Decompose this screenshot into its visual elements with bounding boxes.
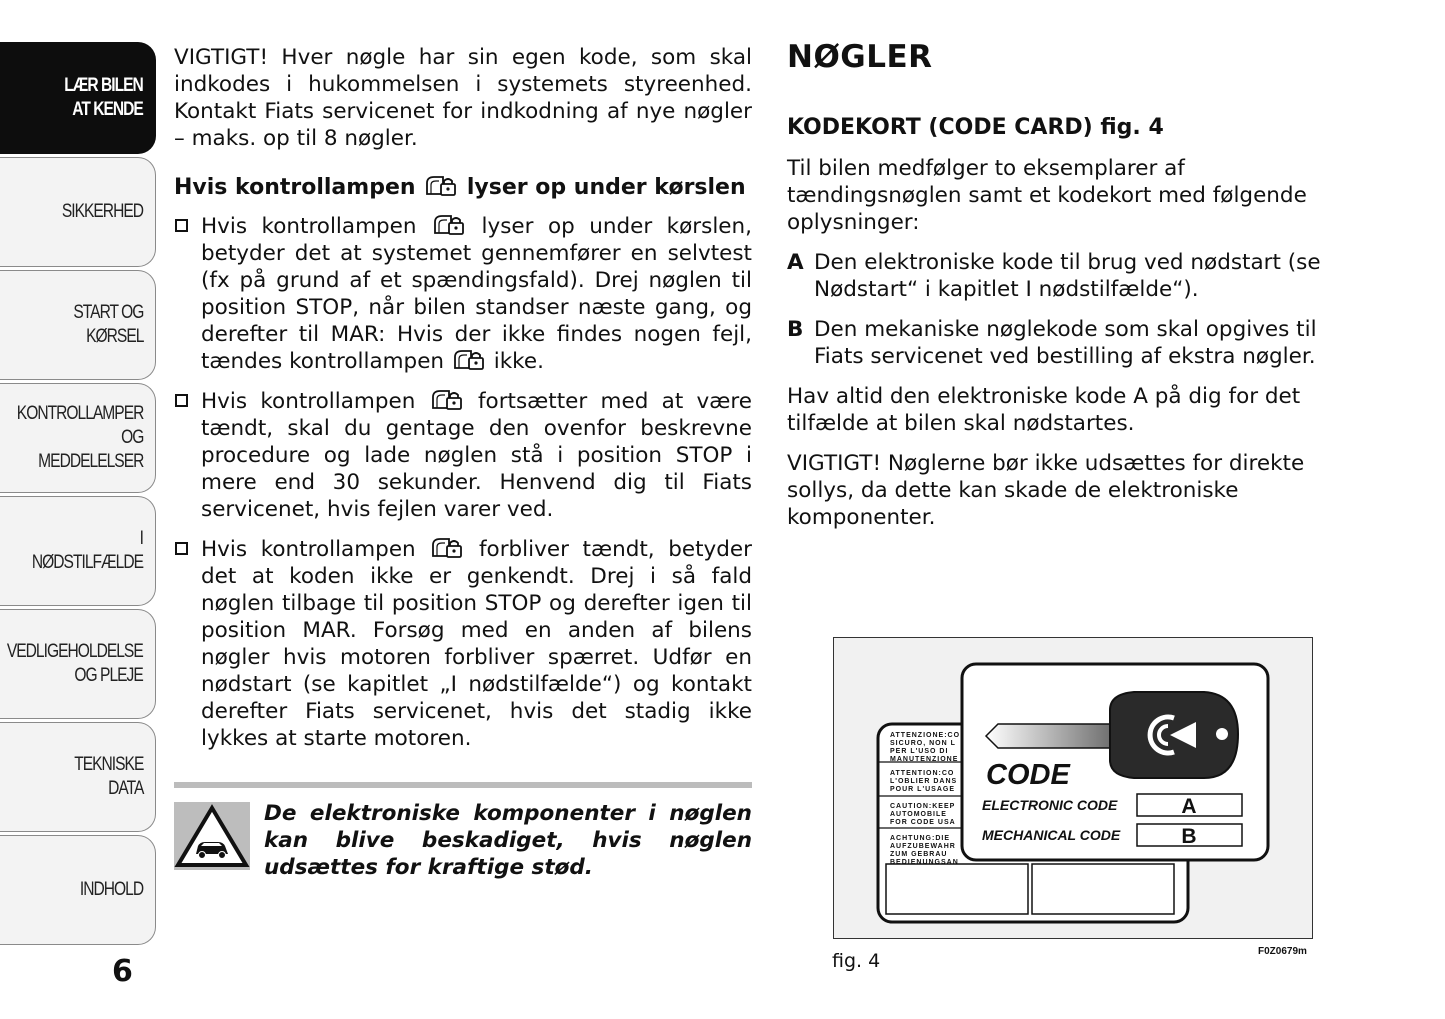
tab-label: INDHOLD	[79, 879, 143, 900]
subheading	[174, 174, 752, 201]
tab-label: SIKKERHED	[61, 201, 143, 222]
mechanical-code-value: B	[1181, 825, 1197, 848]
code-card-illustration	[834, 638, 1312, 938]
paragraph: VIGTIGT! Nøglerne bør ikke udsættes for direkte sollys, da dette kan skade de elektroniske komponenter.	[787, 451, 1305, 530]
tab-laer-bilen-at-kende[interactable]	[0, 42, 156, 154]
item-letter: B	[787, 317, 804, 342]
left-column	[174, 44, 752, 881]
tab-label: TEKNISKE DATA	[73, 754, 143, 799]
page-number: 6	[112, 954, 133, 989]
tab-sikkerhed[interactable]	[0, 157, 156, 267]
electronic-code-label: ELECTRONIC CODE	[982, 797, 1118, 813]
bullet-text: Hvis kontrollampen	[201, 214, 417, 239]
section-heading: KODEKORT (CODE CARD) fig. 4	[787, 115, 1164, 140]
item-letter: A	[787, 250, 804, 275]
back-card-line: SICURO, NON L	[890, 740, 956, 747]
list-item	[787, 316, 1365, 370]
electronic-code-value: A	[1181, 795, 1197, 818]
tab-label: LÆR BILEN AT KENDE	[64, 75, 143, 120]
immobilizer-lamp-icon	[429, 536, 465, 560]
tab-label: START OG KØRSEL	[72, 302, 143, 347]
figure-caption: fig. 4	[832, 950, 881, 972]
tab-vedligeholdelse[interactable]	[0, 609, 156, 719]
back-card-line: CAUTION:KEEP	[890, 803, 956, 810]
back-card-line: ATTENTION:CO	[890, 770, 955, 777]
tab-kontrollamper[interactable]	[0, 383, 156, 493]
back-card-line: ACHTUNG:DIE	[890, 835, 950, 842]
mechanical-code-label: MECHANICAL CODE	[982, 827, 1121, 843]
bullet-text: lyser op under kørslen, betyder det at systemet gennemfører en selvtest (fx på grund af et spændingsfald). Drej nøglen til position STOP, når bilen standser næste gang, og derefter til MAR: Hvis der ikke findes nogen fejl, tændes kontrollampen	[201, 214, 752, 374]
tab-start-og-korsel[interactable]	[0, 270, 156, 380]
subheading-text-end: lyser op under kørslen	[466, 175, 746, 200]
immobilizer-lamp-icon	[429, 388, 465, 412]
tab-label: I NØDSTILFÆLDE	[31, 528, 144, 573]
intro-paragraph: Til bilen medfølger to eksemplarer af tændingsnøglen samt et kodekort med følgende oplysninger:	[787, 156, 1307, 235]
immobilizer-lamp-icon	[423, 174, 459, 198]
bullet-text: Hvis kontrollampen	[201, 389, 416, 414]
immobilizer-lamp-icon	[431, 213, 467, 237]
warning-divider	[174, 782, 752, 788]
back-card-line: ATTENZIONE:CO	[890, 732, 961, 739]
code-card-figure	[833, 637, 1313, 939]
warning-block	[174, 800, 752, 881]
item-text: Den mekaniske nøglekode som skal opgives til Fiats servicenet ved bestilling af ekstra nøgler.	[814, 317, 1317, 369]
bullet-item	[174, 213, 752, 375]
back-card-line: ZUM GEBRAU	[890, 851, 948, 858]
warning-text: De elektroniske komponenter i nøglen kan blive beskadiget, hvis nøglen udsættes for kraftige stød.	[264, 801, 752, 880]
bullet-item	[174, 388, 752, 523]
bullet-text: Hvis kontrollampen	[201, 537, 416, 562]
checkbox-bullet-icon	[175, 542, 188, 555]
bullet-item	[174, 536, 752, 752]
back-card-line: AUFZUBEWAHR	[890, 843, 956, 850]
back-card-line: FOR CODE USA	[890, 819, 956, 826]
tab-label: VEDLIGEHOLDELSE OG PLEJE	[7, 641, 143, 686]
immobilizer-lamp-icon	[451, 348, 487, 372]
bullet-text: fortsætter med at være tændt, skal du gentage den ovenfor beskrevne procedure og lade nøglen stå i position STOP i mere end 30 sekunder. Henvend dig til Fiats servicenet, hvis fejlen varer ved.	[201, 389, 752, 522]
figure-code: F0Z0679m	[1258, 946, 1307, 957]
checkbox-bullet-icon	[175, 394, 188, 407]
card-title: CODE	[986, 759, 1070, 791]
bullet-text: ikke.	[493, 349, 544, 374]
item-text: Den elektroniske kode til brug ved nødstart (se Nødstart“ i kapitlet I nødstilfælde“).	[814, 250, 1321, 302]
back-card-line: L'OBLIER DANS	[890, 778, 958, 785]
back-card-line: BEDIENUNGSAN	[890, 859, 959, 866]
tab-i-nodstilfaelde[interactable]	[0, 496, 156, 606]
paragraph: Hav altid den elektroniske kode A på dig for det tilfælde at bilen skal nødstartes.	[787, 384, 1301, 436]
right-column	[787, 40, 1365, 544]
tab-label: KONTROLLAMPER OG MEDDELELSER	[16, 403, 143, 472]
checkbox-bullet-icon	[175, 219, 188, 232]
back-card-line: AUTOMOBILE	[890, 811, 947, 818]
chapter-tabs	[0, 42, 156, 948]
back-card-line: POUR L'USAGE	[890, 786, 956, 793]
back-card-line: PER L'USO DI	[890, 748, 949, 755]
subheading-text-start: Hvis kontrollampen	[174, 175, 416, 200]
tab-tekniske-data[interactable]	[0, 722, 156, 832]
section-title: NØGLER	[787, 39, 933, 75]
warning-triangle-icon	[174, 802, 250, 870]
bullet-text: forbliver tændt, betyder det at koden ikke er genkendt. Drej i så fald nøglen tilbage til position STOP og derefter igen til position MAR. Forsøg med en anden af bilens nøgler hvis motoren forbliver spærret. Udfør en nødstart (se kapitlet „I nødstilfælde“) og kontakt derefter Fiats servicenet, hvis det stadig ikke lykkes at starte motoren.	[201, 537, 752, 751]
list-item	[787, 249, 1365, 303]
intro-paragraph: VIGTIGT! Hver nøgle har sin egen kode, som skal indkodes i hukommelsen i systemets styreenhed. Kontakt Fiats servicenet for indkodning af nye nøgler – maks. op til 8 nøgler.	[174, 45, 752, 151]
back-card-line: MANUTENZIONE	[890, 756, 959, 763]
tab-indhold[interactable]	[0, 835, 156, 945]
